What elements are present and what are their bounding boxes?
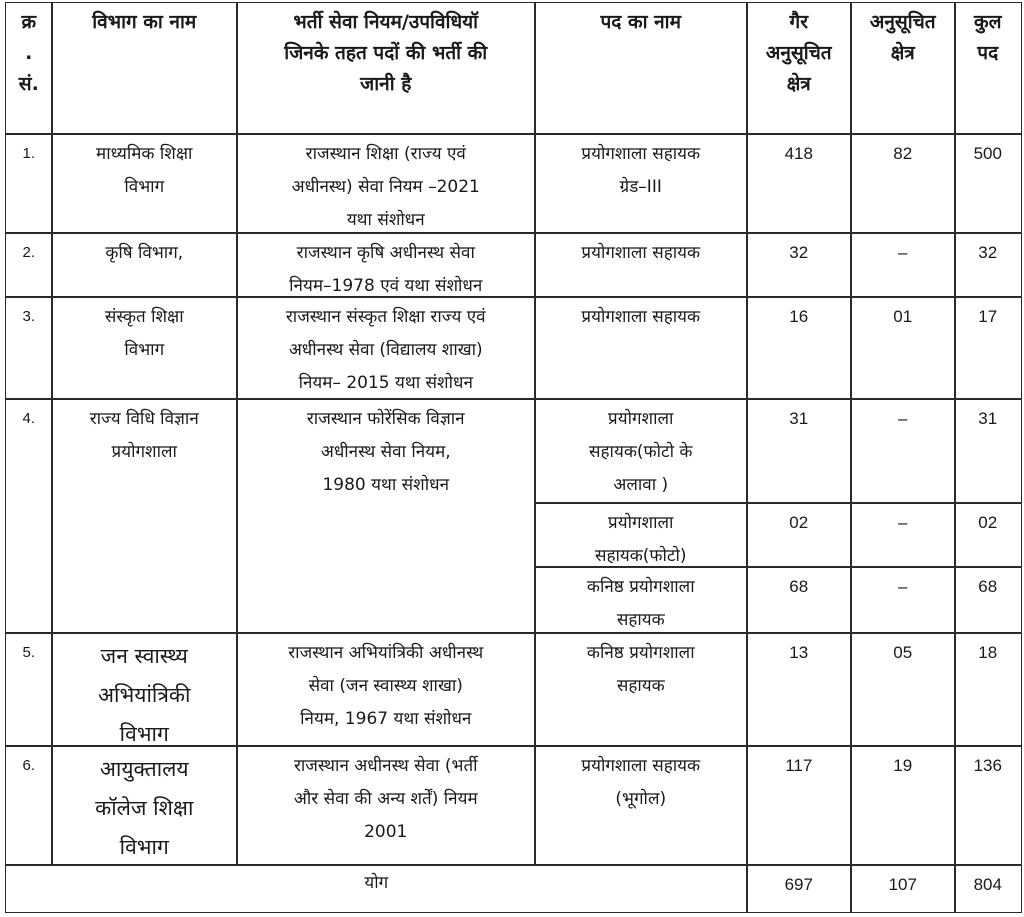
header-recruitment-rules bbox=[236, 2, 536, 135]
scheduled-count bbox=[850, 398, 956, 504]
total-count-text: 136 bbox=[973, 756, 1002, 775]
header-post-name-text: पद का नाम bbox=[600, 11, 681, 33]
row-serial-number-text: 6. bbox=[22, 757, 35, 774]
row-recruitment-rules-line: अधीनस्थ) सेवा नियम –2021 bbox=[291, 177, 480, 197]
header-serial-number-line: सं. bbox=[18, 73, 39, 95]
non-scheduled-count bbox=[746, 232, 852, 298]
non-scheduled-count-text: 68 bbox=[789, 577, 809, 596]
total-count bbox=[954, 232, 1022, 298]
total-label-text: योग bbox=[364, 873, 389, 893]
total-count bbox=[954, 296, 1022, 400]
post-name bbox=[534, 296, 748, 400]
total-non-scheduled-text: 697 bbox=[784, 875, 813, 894]
header-serial-number-line: क्र bbox=[21, 11, 37, 33]
row-recruitment-rules-line: राजस्थान अभियांत्रिकी अधीनस्थ bbox=[288, 643, 484, 663]
post-name-line: प्रयोगशाला bbox=[608, 513, 674, 533]
post-name-line: प्रयोगशाला सहायक bbox=[581, 144, 701, 164]
row-serial-number-text: 4. bbox=[22, 410, 35, 427]
total-label bbox=[5, 864, 748, 913]
row-recruitment-rules bbox=[236, 632, 536, 747]
row-serial-number-text: 1. bbox=[22, 145, 35, 162]
row-serial-number bbox=[5, 632, 53, 747]
header-recruitment-rules-line: जिनके तहत पदों की भर्ती की bbox=[284, 42, 488, 64]
row-department-name bbox=[51, 632, 238, 747]
row-recruitment-rules-line: राजस्थान फोरेंसिक विज्ञान bbox=[306, 409, 465, 429]
row-department-name-line: विभाग bbox=[124, 340, 165, 360]
row-recruitment-rules-line: 1980 यथा संशोधन bbox=[322, 475, 450, 495]
row-department-name-line: राज्य विधि विज्ञान bbox=[89, 409, 199, 429]
total-count-text: 02 bbox=[978, 513, 998, 532]
header-total-posts bbox=[954, 2, 1022, 135]
non-scheduled-count bbox=[746, 632, 852, 747]
post-name bbox=[534, 232, 748, 298]
row-recruitment-rules bbox=[236, 745, 536, 866]
post-name-line: कनिष्ठ प्रयोगशाला bbox=[586, 577, 695, 597]
row-department-name-line: विभाग bbox=[119, 722, 169, 746]
total-scheduled bbox=[850, 864, 956, 913]
total-count bbox=[954, 566, 1022, 634]
total-scheduled-text: 107 bbox=[888, 875, 917, 894]
total-count bbox=[954, 745, 1022, 866]
scheduled-count bbox=[850, 745, 956, 866]
non-scheduled-count-text: 31 bbox=[789, 409, 809, 428]
total-count-text: 32 bbox=[978, 243, 998, 262]
scheduled-count bbox=[850, 232, 956, 298]
row-recruitment-rules-line: 2001 bbox=[364, 822, 408, 842]
row-department-name bbox=[51, 296, 238, 400]
scheduled-count-text: 01 bbox=[893, 307, 913, 326]
non-scheduled-count bbox=[746, 502, 852, 568]
scheduled-count-text: – bbox=[898, 513, 908, 532]
scheduled-count-text: 82 bbox=[893, 144, 913, 163]
scheduled-count-text: – bbox=[898, 577, 908, 596]
non-scheduled-count bbox=[746, 133, 852, 234]
total-count-text: 17 bbox=[978, 307, 998, 326]
row-department-name-line: संस्कृत शिक्षा bbox=[104, 307, 184, 327]
header-scheduled-area bbox=[850, 2, 956, 135]
row-recruitment-rules-line: अधीनस्थ सेवा नियम, bbox=[320, 442, 451, 462]
row-recruitment-rules-line: राजस्थान अधीनस्थ सेवा (भर्ती bbox=[293, 756, 478, 776]
header-post-name bbox=[534, 2, 748, 135]
row-serial-number bbox=[5, 133, 53, 234]
row-department-name bbox=[51, 232, 238, 298]
scheduled-count bbox=[850, 566, 956, 634]
row-department-name bbox=[51, 745, 238, 866]
row-recruitment-rules-line: राजस्थान शिक्षा (राज्य एवं bbox=[305, 144, 466, 164]
row-recruitment-rules-line: नियम, 1967 यथा संशोधन bbox=[300, 709, 472, 729]
row-department-name-line: कृषि विभाग, bbox=[105, 243, 184, 263]
row-recruitment-rules-line: राजस्थान कृषि अधीनस्थ सेवा bbox=[296, 243, 475, 263]
total-count bbox=[954, 502, 1022, 568]
total-count bbox=[954, 398, 1022, 504]
row-serial-number bbox=[5, 398, 53, 634]
non-scheduled-count bbox=[746, 566, 852, 634]
row-recruitment-rules-line: राजस्थान संस्कृत शिक्षा राज्य एवं bbox=[285, 307, 486, 327]
non-scheduled-count-text: 13 bbox=[789, 643, 809, 662]
row-recruitment-rules bbox=[236, 296, 536, 400]
header-non-scheduled-area-line: क्षेत्र bbox=[786, 73, 811, 95]
header-scheduled-area-line: क्षेत्र bbox=[890, 42, 915, 64]
non-scheduled-count-text: 32 bbox=[789, 243, 809, 262]
scheduled-count-text: 05 bbox=[893, 643, 913, 662]
row-serial-number bbox=[5, 745, 53, 866]
scheduled-count-text: – bbox=[898, 243, 908, 262]
non-scheduled-count-text: 16 bbox=[789, 307, 809, 326]
post-name-line: सहायक(फोटो) bbox=[594, 546, 687, 566]
row-department-name-line: विभाग bbox=[119, 835, 169, 859]
row-serial-number bbox=[5, 232, 53, 298]
header-non-scheduled-area-line: अनुसूचित bbox=[765, 42, 832, 64]
post-name-line: अलावा ) bbox=[613, 475, 669, 495]
scheduled-count bbox=[850, 133, 956, 234]
post-name bbox=[534, 398, 748, 504]
row-recruitment-rules-line: और सेवा की अन्य शर्तें) नियम bbox=[293, 789, 478, 809]
non-scheduled-count-text: 117 bbox=[785, 756, 813, 775]
total-count-text: 18 bbox=[978, 643, 998, 662]
header-recruitment-rules-line: भर्ती सेवा नियम/उपविधियॉ bbox=[293, 11, 479, 33]
row-recruitment-rules bbox=[236, 398, 536, 634]
row-serial-number-text: 3. bbox=[22, 308, 35, 325]
row-recruitment-rules-line: यथा संशोधन bbox=[346, 210, 425, 230]
non-scheduled-count bbox=[746, 745, 852, 866]
post-name-line: (भूगोल) bbox=[615, 789, 667, 809]
header-serial-number bbox=[5, 2, 53, 135]
row-department-name bbox=[51, 398, 238, 634]
row-serial-number-text: 2. bbox=[22, 244, 35, 261]
row-department-name-line: प्रयोगशाला bbox=[111, 442, 177, 462]
row-serial-number-text: 5. bbox=[22, 644, 35, 661]
row-department-name-line: जन स्वास्थ्य bbox=[100, 644, 188, 668]
post-name bbox=[534, 133, 748, 234]
row-serial-number bbox=[5, 296, 53, 400]
header-scheduled-area-line: अनुसूचित bbox=[869, 11, 936, 33]
row-recruitment-rules-line: नियम–1978 एवं यथा संशोधन bbox=[289, 276, 483, 296]
post-name bbox=[534, 632, 748, 747]
row-department-name-line: कॉलेज शिक्षा bbox=[95, 796, 194, 820]
total-count-text: 500 bbox=[973, 144, 1002, 163]
header-non-scheduled-area-line: गैर bbox=[789, 11, 808, 33]
row-department-name bbox=[51, 133, 238, 234]
row-department-name-line: अभियांत्रिकी bbox=[98, 683, 191, 707]
total-count bbox=[954, 632, 1022, 747]
post-name bbox=[534, 566, 748, 634]
total-count-text: 68 bbox=[978, 577, 998, 596]
grand-total bbox=[954, 864, 1022, 913]
header-serial-number-line: . bbox=[25, 42, 33, 64]
post-name-line: प्रयोगशाला सहायक bbox=[581, 243, 701, 263]
post-name-line: ग्रेड–III bbox=[619, 177, 662, 197]
header-total-posts-line: पद bbox=[977, 42, 999, 64]
scheduled-count-text: – bbox=[898, 409, 908, 428]
scheduled-count bbox=[850, 632, 956, 747]
scheduled-count-text: 19 bbox=[893, 756, 913, 775]
header-department-name-text: विभाग का नाम bbox=[92, 11, 197, 33]
non-scheduled-count-text: 02 bbox=[789, 513, 809, 532]
post-name-line: कनिष्ठ प्रयोगशाला bbox=[586, 643, 695, 663]
scheduled-count bbox=[850, 296, 956, 400]
row-recruitment-rules bbox=[236, 232, 536, 298]
row-department-name-line: आयुक्तालय bbox=[99, 757, 189, 781]
row-recruitment-rules-line: सेवा (जन स्वास्थ्य शाखा) bbox=[308, 676, 463, 696]
post-name-line: सहायक(फोटो के bbox=[589, 442, 693, 462]
total-non-scheduled bbox=[746, 864, 852, 913]
total-count bbox=[954, 133, 1022, 234]
post-name bbox=[534, 745, 748, 866]
non-scheduled-count-text: 418 bbox=[784, 144, 813, 163]
post-name-line: सहायक bbox=[616, 610, 665, 630]
row-recruitment-rules bbox=[236, 133, 536, 234]
row-recruitment-rules-line: अधीनस्थ सेवा (विद्यालय शाखा) bbox=[288, 340, 483, 360]
scheduled-count bbox=[850, 502, 956, 568]
row-department-name-line: विभाग bbox=[124, 177, 165, 197]
header-non-scheduled-area bbox=[746, 2, 852, 135]
grand-total-text: 804 bbox=[973, 875, 1002, 894]
non-scheduled-count bbox=[746, 398, 852, 504]
row-department-name-line: माध्यमिक शिक्षा bbox=[96, 144, 193, 164]
header-total-posts-line: कुल bbox=[974, 11, 1002, 33]
post-name bbox=[534, 502, 748, 568]
non-scheduled-count bbox=[746, 296, 852, 400]
post-name-line: प्रयोगशाला सहायक bbox=[581, 756, 701, 776]
row-recruitment-rules-line: नियम– 2015 यथा संशोधन bbox=[298, 373, 473, 393]
total-count-text: 31 bbox=[978, 409, 998, 428]
post-name-line: सहायक bbox=[616, 676, 665, 696]
post-name-line: प्रयोगशाला bbox=[608, 409, 674, 429]
post-name-line: प्रयोगशाला सहायक bbox=[581, 307, 701, 327]
header-department-name bbox=[51, 2, 238, 135]
header-recruitment-rules-line: जानी है bbox=[360, 73, 412, 95]
